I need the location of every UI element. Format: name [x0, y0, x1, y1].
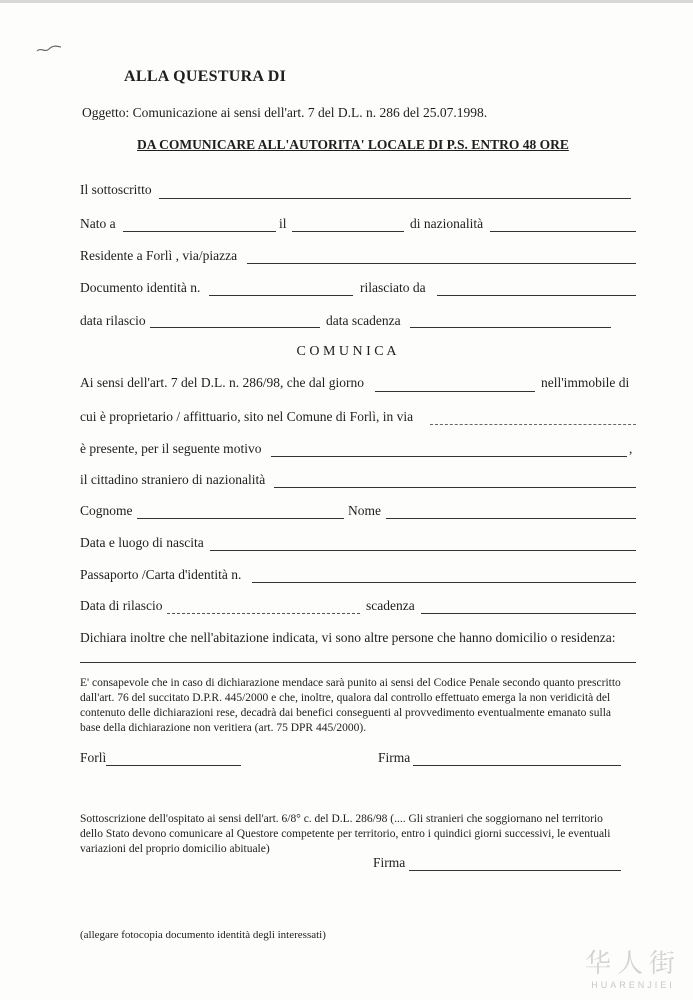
field-motivo[interactable] — [271, 456, 627, 457]
field-via-immobile[interactable] — [430, 424, 636, 425]
label-scadenza: scadenza — [366, 598, 415, 613]
legal-line-4: base della dichiarazione non veritiera (art. 75 DPR 445/2000). — [80, 722, 367, 734]
label-residente: Residente a Forlì , via/piazza — [80, 248, 238, 263]
field-data-luogo-nascita[interactable] — [210, 550, 636, 551]
label-documento: Documento identità n. — [80, 280, 201, 295]
ospitato-line-3: variazioni del proprio domicilio abituale) — [80, 843, 270, 855]
label-sottoscritto: Il sottoscritto — [80, 182, 152, 197]
scan-edge — [0, 0, 693, 3]
legal-line-2: dall'art. 76 del succitato D.P.R. 445/2000 e che, inoltre, qualora dal controllo effettuato emerga la non veridicità del — [80, 692, 611, 704]
field-firma-2[interactable] — [409, 870, 621, 871]
field-data-rilascio[interactable] — [150, 327, 320, 328]
legal-line-3: contenuto delle dichiarazioni rese, decadrà dai benefici conseguenti al provvedimento eventualmente emanato sulla — [80, 707, 612, 719]
watermark-chinese: 华人街 — [584, 949, 681, 979]
allegare-note: (allegare fotocopia documento identità degli interessati) — [80, 929, 326, 941]
field-altre-persone[interactable] — [80, 662, 636, 663]
field-scadenza[interactable] — [421, 613, 636, 614]
label-data-rilascio-2: Data di rilascio — [80, 598, 163, 613]
label-cognome: Cognome — [80, 503, 133, 518]
oggetto-line: Oggetto: Comunicazione ai sensi dell'art. 7 del D.L. n. 286 del 25.07.1998. — [82, 105, 488, 120]
label-data-rilascio: data rilascio — [80, 313, 146, 328]
dichiara-line: Dichiara inoltre che nell'abitazione indicata, vi sono altre persone che hanno domicilio o residenza: — [80, 630, 616, 645]
label-nome: Nome — [348, 503, 381, 518]
field-data-scadenza[interactable] — [410, 327, 611, 328]
field-sottoscritto[interactable] — [159, 198, 631, 199]
field-firma-1[interactable] — [413, 765, 621, 766]
field-documento[interactable] — [209, 295, 353, 296]
deadline-heading: DA COMUNICARE ALL'AUTORITA' LOCALE DI P.S. ENTRO 48 ORE — [137, 137, 569, 152]
field-residente[interactable] — [247, 263, 636, 264]
label-nazionalita: di nazionalità — [410, 216, 484, 231]
watermark-logo — [585, 943, 681, 990]
label-il: il — [279, 216, 287, 231]
field-data-rilascio-2[interactable] — [167, 613, 360, 614]
field-nazionalita[interactable] — [490, 231, 636, 232]
field-rilasciato[interactable] — [437, 295, 636, 296]
field-nato-a[interactable] — [123, 231, 276, 232]
label-firma-1: Firma — [378, 750, 411, 765]
comunica-line-1a: Ai sensi dell'art. 7 del D.L. n. 286/98, che dal giorno — [80, 375, 365, 390]
label-firma-2: Firma — [373, 855, 406, 870]
watermark-latin: HUARENJIEI — [591, 980, 675, 990]
comunica-line-3: è presente, per il seguente motivo — [80, 441, 262, 456]
field-cognome[interactable] — [137, 518, 344, 519]
motivo-comma: , — [629, 441, 633, 456]
comunica-line-4: il cittadino straniero di nazionalità — [80, 472, 266, 487]
ospitato-line-2: dello Stato devono comunicare al Questore competente per territorio, entro i quindici giorni successivi, le eventuali — [80, 828, 611, 840]
field-data-nascita[interactable] — [292, 231, 404, 232]
field-nazionalita-straniero[interactable] — [274, 487, 636, 488]
comunica-heading: C O M U N I C A — [296, 344, 397, 359]
label-data-luogo-nascita: Data e luogo di nascita — [80, 535, 204, 550]
questura-title: ALLA QUESTURA DI — [124, 68, 287, 85]
field-dal-giorno[interactable] — [375, 391, 535, 392]
handwritten-mark-icon — [36, 44, 62, 54]
ospitato-line-1: Sottoscrizione dell'ospitato ai sensi dell'art. 6/8° c. del D.L. 286/98 (.... Gli stranieri che soggiornano nel territorio — [80, 813, 603, 825]
label-passaporto: Passaporto /Carta d'identità n. — [80, 567, 242, 582]
field-passaporto[interactable] — [252, 582, 636, 583]
comunica-line-1b: nell'immobile di — [541, 375, 630, 390]
label-rilasciato: rilasciato da — [360, 280, 426, 295]
field-data-firma[interactable] — [106, 765, 241, 766]
label-nato-a: Nato a — [80, 216, 116, 231]
legal-line-1: E' consapevole che in caso di dichiarazione mendace sarà punito ai sensi del Codice Penale secondo quanto prescritto — [80, 677, 621, 689]
label-data-scadenza: data scadenza — [326, 313, 401, 328]
label-forli: Forlì — [80, 750, 107, 765]
field-nome[interactable] — [386, 518, 636, 519]
comunica-line-2: cui è proprietario / affittuario, sito nel Comune di Forlì, in via — [80, 409, 414, 424]
